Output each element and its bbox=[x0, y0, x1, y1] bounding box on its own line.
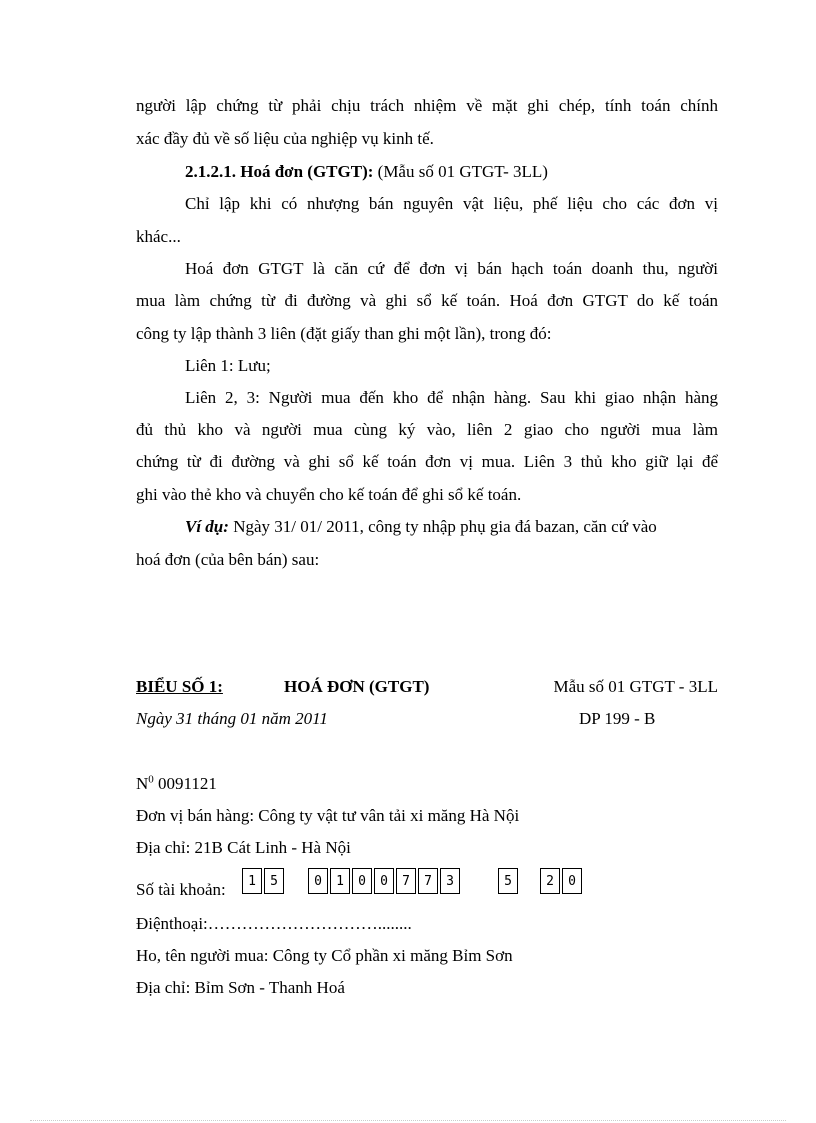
invoice-form-number: Mẫu số 01 GTGT - 3LL bbox=[553, 677, 718, 696]
seller-phone: Điệnthoại:…………………………........ bbox=[136, 914, 412, 933]
invoice-label: BIỂU SỐ 1: bbox=[136, 677, 223, 696]
paragraph-line: xác đầy đủ về số liệu của nghiệp vụ kinh tế. bbox=[136, 129, 434, 148]
account-digit: 2 bbox=[540, 868, 560, 894]
buyer-name: Ho, tên người mua: Công ty Cổ phần xi măng Bỉm Sơn bbox=[136, 946, 513, 965]
paragraph-line: công ty lập thành 3 liên (đặt giấy than ghi một lần), trong đó: bbox=[136, 324, 552, 343]
account-digit: 7 bbox=[396, 868, 416, 894]
example-line bbox=[185, 513, 718, 541]
paragraph-line: khác... bbox=[136, 227, 181, 246]
paragraph-line: người lập chứng từ phải chịu trách nhiệm về mặt ghi chép, tính toán chính bbox=[136, 96, 718, 115]
example-text: Ngày 31/ 01/ 2011, công ty nhập phụ gia đá bazan, căn cứ vào bbox=[228, 517, 657, 536]
seller-address: Địa chỉ: 21B Cát Linh - Hà Nội bbox=[136, 838, 351, 857]
paragraph-line: Hoá đơn GTGT là căn cứ để đơn vị bán hạch toán doanh thu, người bbox=[185, 259, 718, 278]
account-digit: 5 bbox=[264, 868, 284, 894]
section-heading-form: (Mẫu số 01 GTGT- 3LL) bbox=[373, 162, 548, 181]
paragraph-line: hoá đơn (của bên bán) sau: bbox=[136, 550, 320, 569]
account-digit: 7 bbox=[418, 868, 438, 894]
paragraph-line: ghi vào thẻ kho và chuyển cho kế toán để ghi sổ kế toán. bbox=[136, 485, 522, 504]
account-group-1 bbox=[242, 868, 286, 896]
paragraph-line: đủ thủ kho và người mua cùng ký vào, liên 2 giao cho người mua làm bbox=[136, 420, 718, 439]
account-digit: 1 bbox=[242, 868, 262, 894]
invoice-series: DP 199 - B bbox=[579, 709, 656, 728]
account-digit: 3 bbox=[440, 868, 460, 894]
section-heading bbox=[185, 158, 718, 186]
buyer-address: Địa chỉ: Bỉm Sơn - Thanh Hoá bbox=[136, 978, 345, 997]
paragraph-line: Chỉ lập khi có nhượng bán nguyên vật liệu, phế liệu cho các đơn vị bbox=[185, 194, 718, 213]
account-digit: 0 bbox=[308, 868, 328, 894]
example-label: Ví dụ: bbox=[185, 517, 229, 536]
invoice-number-sup: 0 bbox=[148, 773, 154, 786]
paragraph-line: Liên 1: Lưu; bbox=[185, 356, 271, 375]
account-digit: 1 bbox=[330, 868, 350, 894]
invoice-number bbox=[136, 770, 217, 798]
seller-name: Đơn vị bán hàng: Công ty vật tư vân tải xi măng Hà Nội bbox=[136, 806, 520, 825]
invoice-number-value: 0091121 bbox=[153, 774, 217, 793]
paragraph-line: mua làm chứng từ đi đường và ghi sổ kế toán. Hoá đơn GTGT do kế toán bbox=[136, 291, 718, 310]
account-digit: 5 bbox=[498, 868, 518, 894]
invoice-date: Ngày 31 tháng 01 năm 2011 bbox=[136, 709, 328, 728]
page-bottom-rule bbox=[30, 1120, 786, 1121]
invoice-number-prefix: N bbox=[136, 774, 149, 793]
account-group-4 bbox=[540, 868, 584, 896]
account-digit: 0 bbox=[352, 868, 372, 894]
account-digit: 0 bbox=[374, 868, 394, 894]
invoice-title: HOÁ ĐƠN (GTGT) bbox=[284, 677, 430, 696]
section-heading-number: 2.1.2.1. Hoá đơn (GTGT): bbox=[185, 162, 374, 181]
account-digit: 0 bbox=[562, 868, 582, 894]
account-group-2 bbox=[308, 868, 462, 896]
account-label: Số tài khoản: bbox=[136, 880, 226, 899]
account-group-3 bbox=[498, 868, 520, 896]
paragraph-line: Liên 2, 3: Người mua đến kho để nhận hàng. Sau khi giao nhận hàng bbox=[185, 388, 718, 407]
paragraph-line: chứng từ đi đường và ghi sổ kế toán đơn vị mua. Liên 3 thủ kho giữ lại để bbox=[136, 452, 718, 471]
